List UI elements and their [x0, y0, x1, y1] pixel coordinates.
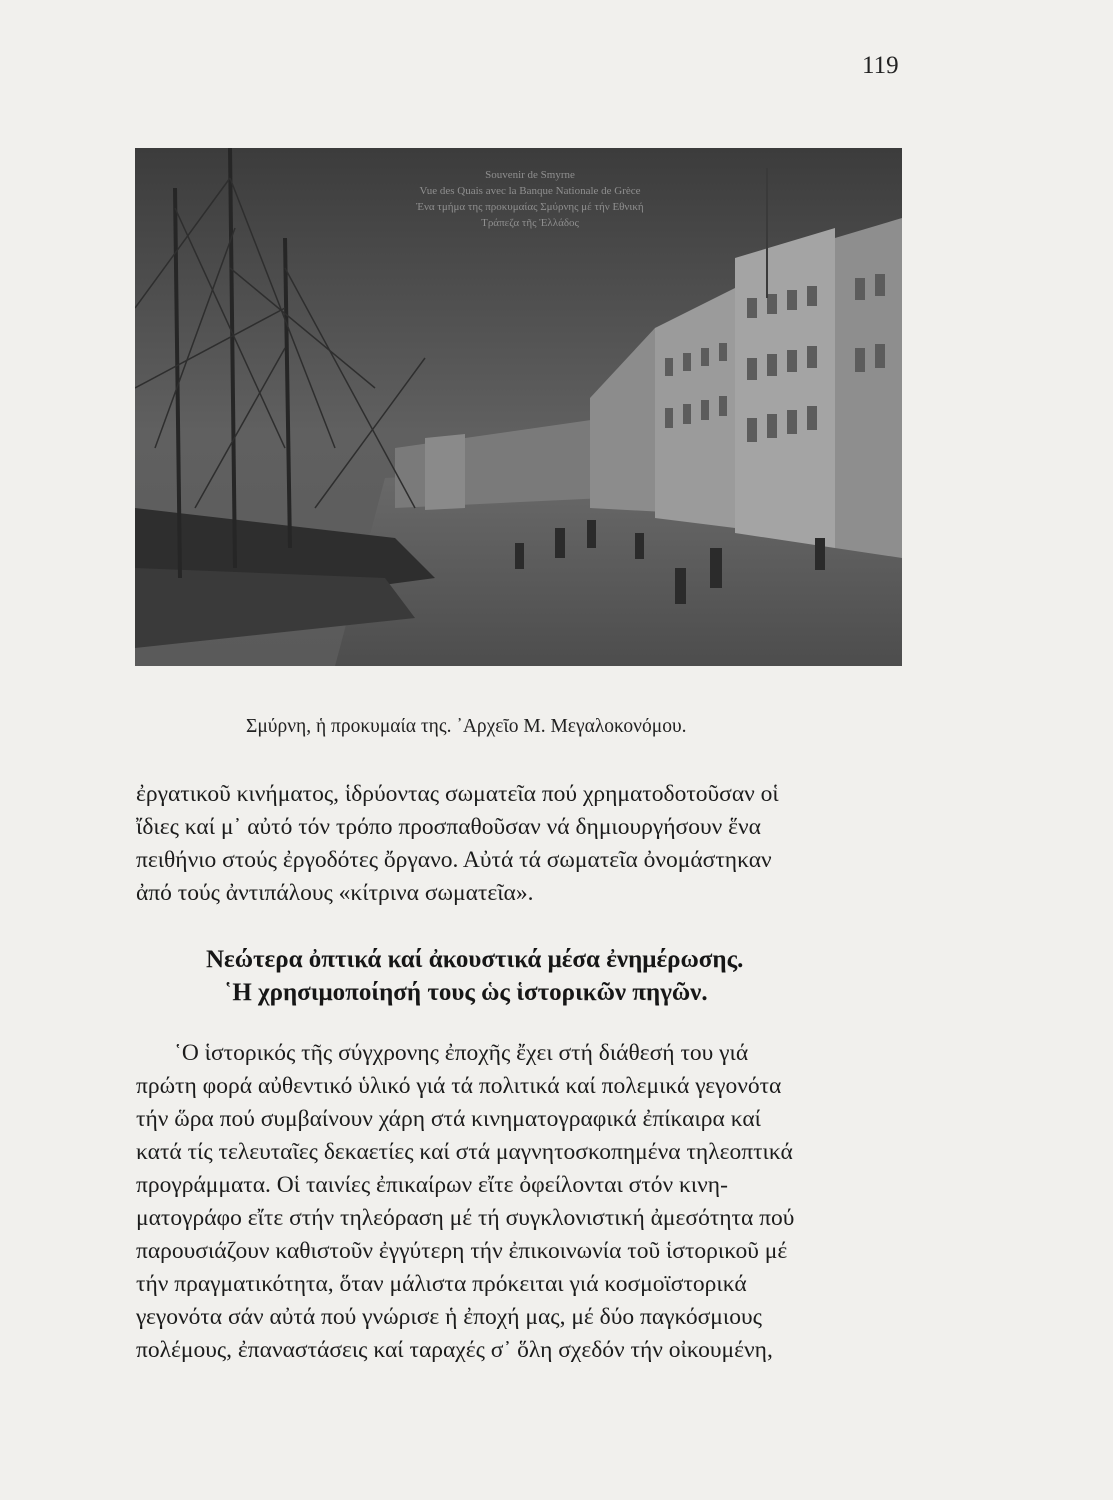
figure-caption: Σμύρνη, ἡ προκυμαία της. ᾿Αρχεῖο Μ. Μεγαλοκονόμου. [246, 716, 687, 737]
postcard-text-line-2: Vue des Quais avec la Banque Nationale de Grèce [419, 185, 641, 197]
text-line: ἴδιες καί μ᾿ αὐτό τόν τρόπο προσπαθοῦσαν νά δημιουργήσουν ἕνα [136, 814, 761, 840]
text-line: τήν πραγματικότητα, ὅταν μάλιστα πρόκειται γιά κοσμοϊστορικά [136, 1271, 747, 1297]
text-line: παρουσιάζουν καθιστοῦν ἐγγύτερη τήν ἐπικοινωνία τοῦ ἱστορικοῦ μέ [136, 1238, 788, 1264]
text-line: πειθήνιο στούς ἐργοδότες ὄργανο. Αὐτά τά σωματεῖα ὀνομάστηκαν [136, 847, 772, 873]
text-line: τήν ὥρα πού συμβαίνουν χάρη στά κινηματογραφικά ἐπίκαιρα καί [136, 1106, 761, 1132]
text-line: πολέμους, ἐπαναστάσεις καί ταραχές σ᾿ ὅλη σχεδόν τήν οἰκουμένη, [136, 1337, 773, 1363]
text-line: ματογράφο εἴτε στήν τηλεόραση μέ τή συγκλονιστική ἀμεσότητα πού [136, 1205, 795, 1231]
postcard-text-line-4: Τράπεζα τῆς Ἑλλάδος [481, 217, 579, 229]
body-paragraph-2 [136, 1037, 906, 1367]
text-line: ῾Ο ἱστορικός τῆς σύγχρονης ἐποχῆς ἔχει στή διάθεσή του γιά [174, 1040, 749, 1066]
text-line: προγράμματα. Οἱ ταινίες ἐπικαίρων εἴτε ὀφείλονται στόν κινη- [136, 1172, 728, 1198]
text-line: κατά τίς τελευταῖες δεκαετίες καί στά μαγνητοσκοπημένα τηλεοπτικά [136, 1139, 793, 1165]
page-number: 119 [862, 52, 899, 79]
section-heading [206, 943, 856, 1009]
heading-line: Νεώτερα ὀπτικά καί ἀκουστικά μέσα ἐνημέρωσης. [206, 946, 744, 973]
postcard-text-line-1: Souvenir de Smyrne [485, 169, 575, 181]
text-line: ἐργατικοῦ κινήματος, ἱδρύοντας σωματεῖα πού χρηματοδοτοῦσαν οἱ [136, 781, 779, 807]
postcard-text-line-3: Ένα τμήμα της προκυμαίας Σμύρνης μέ τήν Εθνική [416, 201, 644, 213]
heading-line: ῾Η χρησιμοποίησή τους ὡς ἱστορικῶν πηγῶν. [224, 979, 708, 1006]
smyrna-quay-photo [135, 148, 902, 666]
text-line: ἀπό τούς ἀντιπάλους «κίτρινα σωματεῖα». [136, 880, 534, 906]
text-line: πρώτη φορά αὐθεντικό ὑλικό γιά τά πολιτικά καί πολεμικά γεγονότα [136, 1073, 782, 1099]
body-paragraph-1 [136, 778, 906, 910]
text-line: γεγονότα σάν αὐτά πού γνώρισε ἡ ἐποχή μας, μέ δύο παγκόσμιους [136, 1304, 762, 1330]
